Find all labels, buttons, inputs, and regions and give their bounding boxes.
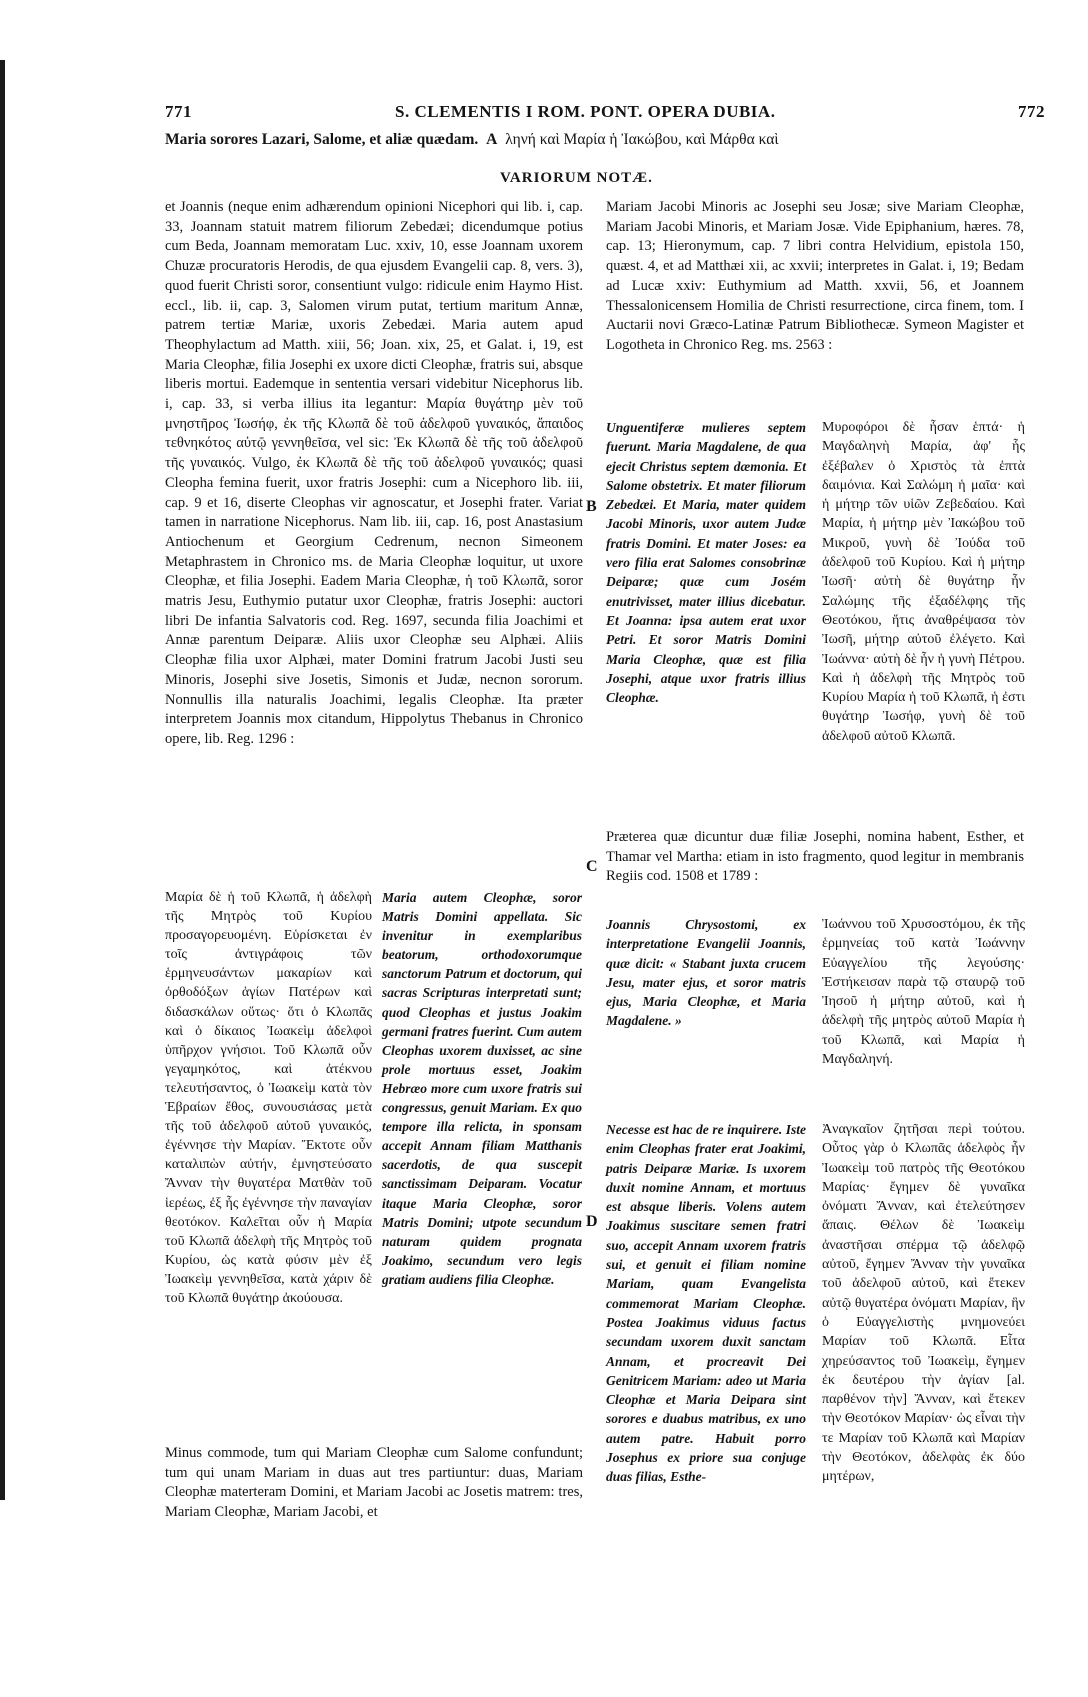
left-paragraph-end: Minus commode, tum qui Mariam Cleophæ cum Salome confundunt; tum qui unam Mariam in duas aut tres partiuntur: duas, Mariam Cleophæ materteram Domini, et Mariam Jacobi ac Josetis matrem: tres, Mariam Cleophæ, Mariam Jacobi, et xyxy=(165,1445,583,1521)
marker-b: B xyxy=(586,498,597,515)
top-text-line xyxy=(165,130,1045,149)
notes-heading: VARIORUM NOTÆ. xyxy=(500,170,653,186)
right-greek-subcolumn-3: Ἀναγκαῖον ζητῆσαι περὶ τούτου. Οὗτος γὰρ ὁ Κλωπᾶς ἀδελφὸς ἦν Ἰωακεὶμ τοῦ πατρὸς τῆς Θεοτόκου Μαρίας· ἔγημεν δὲ γυναῖκα ὀνόματι Ἄνναν, καὶ ἐτελεύτησεν ἄπαις. Θέλων δὲ Ἰωακεὶμ ἀναστῆσαι σπέρμα τῷ ἀδελφῷ αὐτοῦ, ἔγημεν Ἄνναν τὴν γυναῖκα τοῦ ἀδελφοῦ αὐτοῦ, καὶ ἔτεκεν αὐτῷ θυγατέρα ὀνόματι Μαρίαν, ἣν ὁ Εὐαγγελιστὴς μνημονεύει Μαρίαν τοῦ Κλωπᾶ. Εἶτα χηρεύσαντος τοῦ Ἰωακεὶμ, ἔγημεν ἐκ δευτέρου τὴν ἁγίαν [al. παρθένον τὴν] Ἄνναν, καὶ ἔτεκεν τὴν Θεοτόκον Μαρίαν· ὡς εἶναι τὴν τε Μαρίαν τοῦ Κλωπᾶ καὶ Μαρίαν τὴν Θεοτόκον, ἀδελφὰς ἐκ δύο μητέρων, xyxy=(822,1122,1025,1485)
running-header xyxy=(165,102,1045,128)
left-greek-subcolumn: Μαρία δὲ ἡ τοῦ Κλωπᾶ, ἡ ἀδελφὴ τῆς Μητρὸς τοῦ Κυρίου προσαγορευομένη. Εὑρίσκεται ἐν τοῖς ἀντιγράφοις τῶν ἑρμηνευσάντων μακαρίων καὶ ὀρθοδόξων ἁγίων Πατέρων καὶ διδασκάλων οὕτως· ὅτι ὁ Κλωπᾶς καὶ ὁ δίκαιος Ἰωακεὶμ ἀδελφοὶ ὑπῆρχον γνήσιοι. Τοῦ Κλωπᾶ οὖν γεγαμηκότος, καὶ ἀτέκνου τελευτήσαντος, ὁ Ἰωακεὶμ κατὰ τὸν Ἑβραίων ἔθος, συνουσιάσας μετὰ τῆς τοῦ ἀδελφοῦ αὐτοῦ γυναικός, ἐγέννησε τὴν Μαρίαν. Ἔκτοτε οὖν καταλιπὼν αὐτήν, ἐμνηστεύσατο Ἄνναν τὴν θυγατέρα Ματθὰν τοῦ ἱερέως, ἐξ ἧς ἐγέννησε τὴν παναγίαν θεοτόκον. Καλεῖται οὖν ἡ Μαρία τοῦ Κλωπᾶ ἀδελφὴ τῆς Μητρὸς τοῦ Κυρίου, ὡς κατὰ φύσιν μὲν ἐξ Ἰωακεὶμ γεννηθεῖσα, κατὰ χάριν δὲ τοῦ Κλωπᾶ θυγάτηρ ἀκούουσα. xyxy=(165,890,372,1306)
top-greek: ληνή καὶ Μαρία ἡ Ἰακώβου, καὶ Μάρθα καὶ xyxy=(505,131,779,148)
right-greek-subcolumn-1: Μυροφόροι δὲ ἦσαν ἑπτά· ἡ Μαγδαληνὴ Μαρία, ἀφ' ἧς ἐξέβαλεν ὁ Χριστὸς τὰ ἑπτὰ δαιμόνια. Καὶ Σαλώμη ἡ μαῖα· καὶ ἡ μήτηρ τῶν υἱῶν Ζεβεδαίου. Καὶ Μαρία, ἡ μήτηρ μὲν Ἰακώβου τοῦ Μικροῦ, γυνὴ δὲ Ἰούδα τοῦ ἀδελφοῦ τοῦ Κυρίου. Καὶ ἡ μήτηρ Ἰωσῆ· αὐτὴ δὲ θυγάτηρ ἦν Σαλώμης τῆς ἐξαδέλφης τῆς Θεοτόκου, ἥτις ἀναθρέψασα τὸν Ἰωσῆ, μήτηρ αὐτοῦ ἐλέγετο. Καὶ Ἰωάννα· αὐτὴ δὲ ἦν ἡ γυνὴ Πέτρου. Καὶ ἡ ἀδελφὴ τῆς Μητρὸς τοῦ Κυρίου Μαρία ἡ τοῦ Κλωπᾶ, ἡ ἐστι θυγάτηρ Ἰωσήφ, γυνὴ δὲ τοῦ ἀδελφοῦ αὐτοῦ Κλωπᾶ. xyxy=(822,420,1025,744)
right-latin-subcolumn-3: Necesse est hac de re inquirere. Iste enim Cleophas frater erat Joakimi, patris Deiparæ Mariæ. Is uxorem duxit nomine Annam, et mortuus est absque liberis. Volens autem Joakimus suscitare semen fratri suo, accepit Annam uxorem fratris sui, et genuit ei filiam nomine Mariam, quam Evangelista commemorat Mariam Cleophæ. Postea Joakimus viduus factus secundam uxorem duxit sanctam Annam, et procreavit Dei Genitricem Mariam: adeo ut Maria Cleophæ et Maria Deipara sint sorores e duabus matribus, ex uno autem patre. Habuit porro Josephus ex priore sua conjuge duas filias, Esthe- xyxy=(606,1122,806,1485)
right-greek-subcolumn-2: Ἰωάννου τοῦ Χρυσοστόμου, ἐκ τῆς ἑρμηνείας τοῦ κατὰ Ἰωάννην Εὐαγγελίου τῆς λεγούσης· Ἑστήκεισαν παρὰ τῷ σταυρῷ τοῦ Ἰησοῦ ἡ μήτηρ αὐτοῦ, καὶ ἡ ἀδελφὴ τῆς μητρὸς αὐτοῦ Μαρία ἡ τοῦ Κλωπᾶ, καὶ Μαρία ἡ Μαγδαληνή. xyxy=(822,917,1025,1068)
marker-a: A xyxy=(486,131,498,148)
right-latin-subcolumn-1: Unguentiferæ mulieres septem fuerunt. Maria Magdalene, de qua ejecit Christus septem dæmonia. Et Salome obstetrix. Et mater filiorum Zebedæi. Et Maria, mater quidem Jacobi Minoris, uxor autem Judæ fratris Domini. Et mater Joses: ea vero filia erat Salomes consobrinæ Deiparæ; quæ cum Josém enutrivisset, mater illius dicebatur. Et Joanna: ipsa autem erat uxor Petri. Et soror Matris Domini Maria Cleophæ, quæ est filia Josephi, atque uxor fratris illius Cleophæ. xyxy=(606,420,806,706)
left-paragraph-1: et Joannis (neque enim adhærendum opinioni Nicephori qui lib. i, cap. 33, Joannam statuit matrem filiorum Zebedæi; dicendumque potius cum Beda, Joannam memoratam Luc. xxiv, 10, esse Joannam uxorem Chuzæ procuratoris Herodis, de qua ejusdem Evangelii cap. 8, vers. 3), quod fuerit Christi soror, consentiunt vulgo: ridicule enim Haymo Hist. eccl., lib. ii, cap. 3, Salomen virum putat, tertium maritum Annæ, patrem tertiæ Mariæ, uxoris Zebedæi. Maria autem apud Theophylactum ad Matth. xiii, 56; Joan. xix, 25, et Galat. i, 19, est Maria Cleophæ, filia Josephi ex uxore dicti Cleophæ, fratris sui, absque liberis mortui. Eademque in sententia versari videbitur Nicephorus lib. i, cap. 33, si verba illius ita legantur: Μαρία θυγάτηρ μὲν τοῦ μνηστῆρος Ἰωσήφ, ἐκ τῆς Κλωπᾶ δὲ τοῦ ἀδελφοῦ γυναικός, ἄπαιδος τεθνηκότος αὐτῷ γεννηθεῖσα, vel sic: Ἐκ Κλωπᾶ δὲ τῆς τοῦ ἀδελφοῦ τῆς γυναικός. Vulgo, ἐκ Κλωπᾶ δὲ τῆς τοῦ ἀδελφοῦ γυναικός; quasi Cleopha femina fuerit, uxor fratris Josephi: cum a Nicephoro lib. iii, cap. 9 et 16, diserte Cleophas vir agnoscatur, et Josephi frater. Variat tamen in narratione Nicephorus. Nam lib. iii, cap. 16, post Anastasium Antiochenum et Georgium Cedrenum, necnon Simeonem Metaphrastem in Chronico ms. de Maria Cleophæ loquitur, ut uxore Cleophæ, et filia Josephi. Eadem Maria Cleophæ, ἡ τοῦ Κλωπᾶ, soror matris Jesu, Euthymio putatur uxor Cleophæ, fratris Josephi: auctori libri De infantia Salvatoris cod. Reg. 1697, secunda filia Joachimi et Annæ parentum Deiparæ. Aliis uxor Cleophæ seu Alphæi. Aliis Cleophæ filia uxor Alphæi, mater Domini fratrum Jacobi Justi seu Minoris, Josephi sive Josetis, Simonis et Judæ, necnon sororum. Nonnullis illa naturalis Joachimi, legalis Cleophæ. Ita præter interpretem Joannis mox citandum, Hippolytus Thebanus in Chronico opere, lib. Reg. 1296 : xyxy=(165,199,583,747)
right-paragraph-2: Præterea quæ dicuntur duæ filiæ Josephi, nomina habent, Esther, et Thamar vel Martha: etiam in isto fragmento, quod legitur in membranis Regiis cod. 1508 et 1789 : xyxy=(606,829,1024,885)
top-latin: Maria sorores Lazari, Salome, et aliæ quædam. xyxy=(165,131,479,148)
marker-c: C xyxy=(586,858,598,875)
page-number-right: 772 xyxy=(1018,102,1045,121)
right-latin-subcolumn-2: Joannis Chrysostomi, ex interpretatione Evangelii Joannis, quæ dicit: « Stabant juxta crucem Jesu, mater ejus, et soror matris ejus, Maria Cleophæ, et Maria Magdalene. » xyxy=(606,917,806,1029)
header-title: S. CLEMENTIS I ROM. PONT. OPERA DUBIA. xyxy=(395,102,776,121)
page-number-left: 771 xyxy=(165,102,192,121)
marker-d: D xyxy=(586,1213,598,1230)
right-paragraph-1: Mariam Jacobi Minoris ac Josephi seu Josæ; sive Mariam Cleophæ, Mariam Jacobi Minoris, et Mariam Josæ. Vide Epiphanium, hæres. 78, cap. 13; Hieronymum, cap. 7 libri contra Helvidium, epistola 150, quæst. 4, et ad Matthæi xii, ac xxvii; interpretes in Galat. i, 19; Bedam ad Lucæ xxiv: Euthymium ad Matth. xxvii, 56, et Joannem Thessalonicensem Homilia de Christi resurrectione, circa finem, tom. I Auctarii novi Græco-Latinæ Patrum Bibliothecæ. Symeon Magister et Logotheta in Chronico Reg. ms. 2563 : xyxy=(606,199,1024,353)
scan-edge xyxy=(0,60,5,1500)
left-latin-subcolumn: Maria autem Cleophæ, soror Matris Domini appellata. Sic invenitur in exemplaribus beatorum, orthodoxorumque sanctorum Patrum et doctorum, qui sacras Scripturas interpretati sunt; quod Cleophas et justus Joakim germani fratres fuerint. Cum autem Cleophas uxorem duxisset, ac sine prole mortuus esset, Joakim Hebræo more cum uxore fratris sui congressus, genuit Mariam. Ex quo tempore illa relicta, in sponsam accepit Annam filiam Matthanis sacerdotis, de qua suscepit sanctissimam Deiparam. Vocatur itaque Maria Cleophæ, soror Matris Domini; utpote secundum naturam quidem prognata Joakimo, secundum vero legis gratiam audiens filia Cleophæ. xyxy=(382,890,582,1287)
